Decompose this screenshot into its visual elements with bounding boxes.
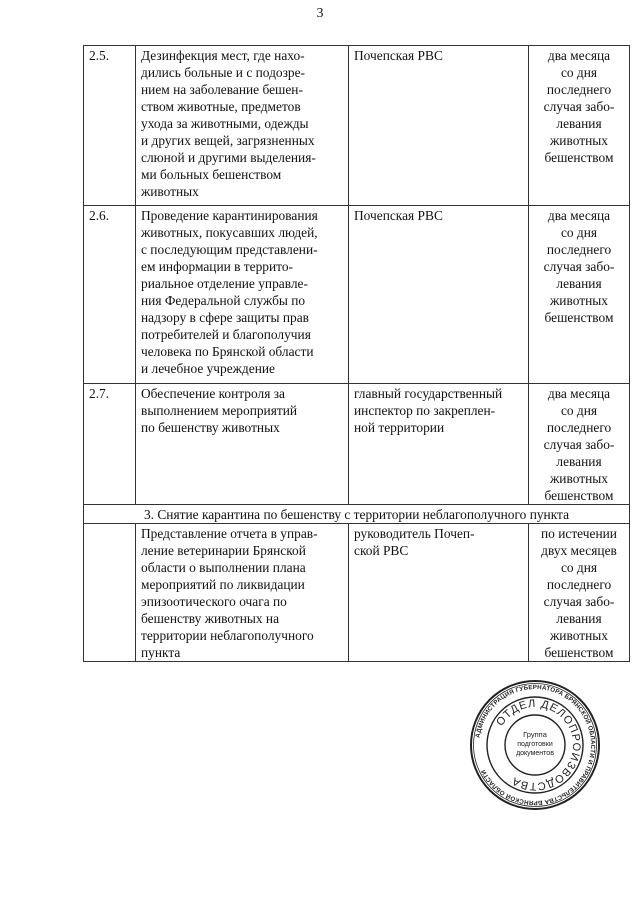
deadline-text-line: животных xyxy=(550,471,608,486)
deadline-text-line: левания xyxy=(556,276,602,291)
table-row xyxy=(84,206,630,384)
action-text-line: надзору в сфере защиты прав xyxy=(141,310,309,325)
item-number: 2.5. xyxy=(84,46,136,206)
stamp-center-line-1: Группа xyxy=(523,730,547,739)
deadline-text-line: левания xyxy=(556,454,602,469)
deadline-text-line: бешенством xyxy=(544,645,614,660)
deadline-text-line: со дня xyxy=(560,560,598,575)
deadline-text-line: последнего xyxy=(546,577,612,592)
deadline-text-line: по истечении xyxy=(541,526,617,541)
responsible-text-line: ской РВС xyxy=(354,543,409,558)
table-section-3-header xyxy=(84,505,630,524)
deadline-text-line: бешенством xyxy=(544,488,614,503)
action-text-line: дились больные и с подозре- xyxy=(141,65,305,80)
action-text-line: и других вещей, загрязненных xyxy=(141,133,315,148)
deadline-text-line: случая забо- xyxy=(543,259,615,274)
action-text-line: и лечебное учреждение xyxy=(141,361,275,376)
action-text-line: пункта xyxy=(141,645,181,660)
action-text-line: нием на заболевание бешен- xyxy=(141,82,303,97)
action-text-line: с последующим представлени- xyxy=(141,242,318,257)
table-row xyxy=(84,384,630,505)
page-number: 3 xyxy=(316,6,324,21)
action-text-line: животных xyxy=(141,184,199,199)
deadline-text-line: случая забо- xyxy=(543,594,615,609)
stamp-center-line-2: подготовки xyxy=(517,741,553,748)
action-text-line: бешенству животных на xyxy=(141,611,280,626)
deadline-text-line: животных xyxy=(550,628,608,643)
table-section-2 xyxy=(84,46,630,505)
deadline-text-line: животных xyxy=(550,293,608,308)
action-text xyxy=(136,384,349,505)
stamp-inner-text: ОТДЕЛ ДЕЛОПРОИЗВОДСТВА xyxy=(494,697,583,793)
official-stamp xyxy=(469,679,601,811)
deadline-text-line: два месяца xyxy=(547,208,611,223)
deadline-text-line: со дня xyxy=(560,403,598,418)
deadline-text-line: животных xyxy=(550,133,608,148)
responsible-text xyxy=(349,384,529,505)
action-text-line: ством животные, предметов xyxy=(141,99,301,114)
action-text-line: мероприятий по ликвидации xyxy=(141,577,305,592)
stamp-outer-text: АДМИНИСТРАЦИЯ ГУБЕРНАТОРА БРЯНСКОЙ ОБЛАСТИ И ПРАВИТЕЛЬСТВА БРЯНСКОЙ ОБЛАСТИ xyxy=(474,683,597,807)
action-text-line: слюной и другими выделения- xyxy=(141,150,316,165)
action-text xyxy=(136,46,349,206)
item-number: 2.7. xyxy=(84,384,136,505)
responsible-text-line: главный государственный xyxy=(354,386,503,401)
deadline-text-line: последнего xyxy=(546,242,612,257)
action-text-line: ление ветеринарии Брянской xyxy=(141,543,306,558)
action-text-line: ния Федеральной службы по xyxy=(141,293,306,308)
deadline-text-line: случая забо- xyxy=(543,437,615,452)
responsible-text-line: Почепская РВС xyxy=(354,48,443,63)
deadline-text-line: последнего xyxy=(546,82,612,97)
item-number: 2.6. xyxy=(84,206,136,384)
table-row xyxy=(84,524,630,662)
deadline-text-line: два месяца xyxy=(547,48,611,63)
action-text xyxy=(136,206,349,384)
action-text-line: животных, покусавших людей, xyxy=(141,225,318,240)
action-text-line: Обеспечение контроля за xyxy=(141,386,285,401)
action-text-line: по бешенству животных xyxy=(141,420,280,435)
action-text-line: эпизоотического очага по xyxy=(141,594,287,609)
action-text-line: риальное отделение управле- xyxy=(141,276,308,291)
responsible-text-line: руководитель Почеп- xyxy=(354,526,475,541)
deadline-text-line: левания xyxy=(556,116,602,131)
deadline-text-line: со дня xyxy=(560,65,598,80)
deadline-text xyxy=(529,46,630,206)
action-text-line: ем информации в террито- xyxy=(141,259,293,274)
item-number xyxy=(84,524,136,662)
measures-table xyxy=(83,45,630,662)
responsible-text-line: ной территории xyxy=(354,420,445,435)
deadline-text-line: два месяца xyxy=(547,386,611,401)
table-row xyxy=(84,46,630,206)
action-text-line: ми больных бешенством xyxy=(141,167,282,182)
deadline-text-line: последнего xyxy=(546,420,612,435)
responsible-text xyxy=(349,206,529,384)
action-text-line: области о выполнении плана xyxy=(141,560,306,575)
action-text-line: Представление отчета в управ- xyxy=(141,526,318,541)
responsible-text xyxy=(349,46,529,206)
deadline-text-line: левания xyxy=(556,611,602,626)
deadline-text-line: со дня xyxy=(560,225,598,240)
deadline-text xyxy=(529,384,630,505)
deadline-text-line: двух месяцев xyxy=(541,543,617,558)
table-section-3 xyxy=(84,524,630,662)
deadline-text-line: случая забо- xyxy=(543,99,615,114)
deadline-text-line: бешенством xyxy=(544,150,614,165)
responsible-text-line: инспектор по закреплен- xyxy=(354,403,496,418)
action-text-line: Проведение карантинирования xyxy=(141,208,318,223)
action-text xyxy=(136,524,349,662)
stamp-center-line-3: документов xyxy=(516,750,554,757)
action-text-line: потребителей и благополучия xyxy=(141,327,311,342)
section-title: 3. Снятие карантина по бешенству с территории неблагополучного пункта xyxy=(84,505,630,524)
responsible-text xyxy=(349,524,529,662)
deadline-text-line: бешенством xyxy=(544,310,614,325)
responsible-text-line: Почепская РВС xyxy=(354,208,443,223)
action-text-line: ухода за животными, одежды xyxy=(141,116,309,131)
action-text-line: человека по Брянской области xyxy=(141,344,314,359)
action-text-line: Дезинфекция мест, где нахо- xyxy=(141,48,305,63)
section-title-row xyxy=(84,505,630,524)
deadline-text xyxy=(529,524,630,662)
action-text-line: территории неблагополучного xyxy=(141,628,314,643)
action-text-line: выполнением мероприятий xyxy=(141,403,298,418)
deadline-text xyxy=(529,206,630,384)
